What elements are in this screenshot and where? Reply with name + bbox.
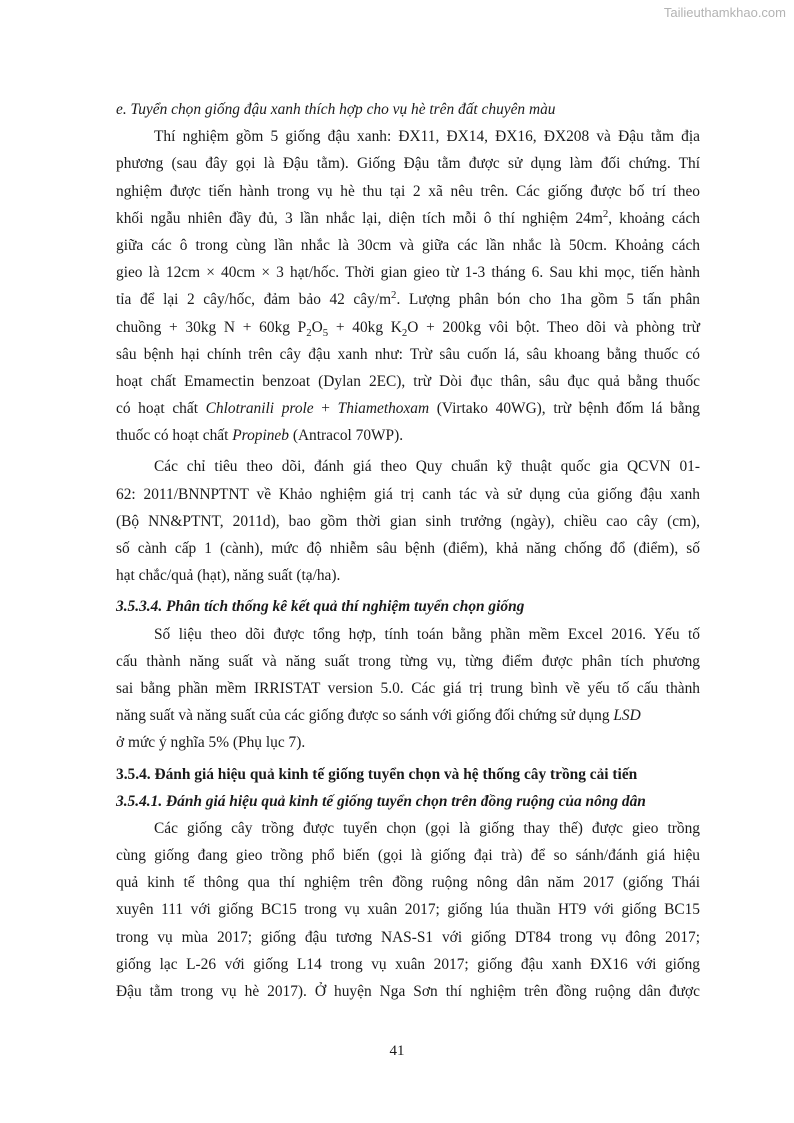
paragraph-line: số cành cấp 1 (cành), mức độ nhiễm sâu bệnh (điểm), khả năng chống đổ (điểm), số xyxy=(116,540,700,557)
paragraph-line: tỉa để lại 2 cây/hốc, đảm bảo 42 cây/$m^2$. Lượng phân bón cho 1ha gồm 5 tấn phân xyxy=(116,289,700,309)
page-number: 41 xyxy=(389,1043,405,1059)
paragraph-line: cùng giống đang gieo trồng phổ biến (gọi là giống đại trà) để so sánh/đánh giá hiệu xyxy=(116,847,700,865)
paragraph-line: sâu bệnh hại chính trên cây đậu xanh như: Trừ sâu cuốn lá, sâu khoang bằng thuốc có xyxy=(116,345,700,363)
paragraph-line: giữa các ô trong cùng lần nhắc là 30cm và giữa các lần nhắc là 50cm. Khoảng cách xyxy=(116,236,700,254)
paragraph-line: khối ngẫu nhiên đầy đủ, 3 lần nhắc lại, diện tích mỗi ô thí nghiệm $24m^2$, khoảng cách xyxy=(116,207,700,227)
paragraph-line: Đậu tằm trong vụ hè 2017). Ở huyện Nga Sơn thí nghiệm trên đồng ruộng dân được xyxy=(116,983,700,1000)
paragraph-line: xuyên 111 với giống BC15 trong vụ xuân 2017; giống lúa thuần HT9 với giống BC15 xyxy=(116,901,700,919)
document-body xyxy=(116,96,700,1005)
paragraph-line: Các chỉ tiêu theo dõi, đánh giá theo Quy chuẩn kỹ thuật quốc gia QCVN 01- xyxy=(154,458,700,476)
paragraph-line: (Bộ NN&PTNT, 2011d), bao gồm thời gian sinh trưởng (ngày), chiều cao cây (cm), xyxy=(116,512,700,530)
paragraph-line: giống lạc L-26 với giống L14 trong vụ xuân 2017; giống đậu xanh ĐX16 với giống xyxy=(116,955,700,973)
paragraph-line: quả kinh tế thông qua thí nghiệm trên đồng ruộng nông dân năm 2017 (giống Thái xyxy=(116,874,700,892)
paragraph-line: cấu thành năng suất và năng suất trong từng vụ, từng điểm được phân tích phương xyxy=(116,652,700,670)
paragraph-line: hoạt chất Emamectin benzoat (Dylan 2EC), trừ Dòi đục thân, sâu đục quả bằng thuốc xyxy=(116,372,700,390)
section-3534-heading: 3.5.3.4. Phân tích thống kê kết quả thí nghiệm tuyển chọn giống xyxy=(116,598,525,616)
paragraph-line: thuốc có hoạt chất Propineb (Antracol 70WP). xyxy=(116,427,404,445)
section-e-heading: e. Tuyển chọn giống đậu xanh thích hợp cho vụ hè trên đất chuyên màu xyxy=(116,101,556,118)
paragraph-line: năng suất và năng suất của các giống được so sánh với giống đối chứng sử dụng LSD xyxy=(116,707,641,725)
watermark-text: Tailieuthamkhao.com xyxy=(663,5,786,20)
paragraph-line: hạt chắc/quả (hạt), năng suất (tạ/ha). xyxy=(116,567,341,585)
paragraph-line: 62: 2011/BNNPTNT về Khảo nghiệm giá trị canh tác và sử dụng của giống đậu xanh xyxy=(116,485,700,503)
section-3541-heading: 3.5.4.1. Đánh giá hiệu quả kinh tế giống tuyển chọn trên đồng ruộng của nông dân xyxy=(116,792,646,810)
paragraph-line: gieo là 12cm × 40cm × 3 hạt/hốc. Thời gian gieo từ 1-3 tháng 6. Sau khi mọc, tiến hành xyxy=(116,264,700,282)
paragraph-line: phương (sau đây gọi là Đậu tằm). Giống Đậu tằm được sử dụng làm đối chứng. Thí xyxy=(116,155,700,173)
paragraph-line: Các giống cây trồng được tuyển chọn (gọi là giống thay thế) được gieo trồng xyxy=(154,819,700,837)
paragraph-line: trong vụ mùa 2017; giống đậu tương NAS-S1 với giống DT84 trong vụ đông 2017; xyxy=(116,928,700,946)
paragraph-line: có hoạt chất Chlotranili prole + Thiamethoxam (Virtako 40WG), trừ bệnh đốm lá bằng xyxy=(116,400,700,418)
paragraph-line: Số liệu theo dõi được tổng hợp, tính toán bằng phần mềm Excel 2016. Yếu tố xyxy=(154,625,700,643)
paragraph-line: nghiệm được tiến hành trong vụ hè thu tại 2 xã nêu trên. Các giống được bố trí theo xyxy=(116,182,700,200)
section-354-heading: 3.5.4. Đánh giá hiệu quả kinh tế giống tuyển chọn và hệ thống cây trồng cải tiến xyxy=(116,765,638,783)
paragraph-line: ở mức ý nghĩa 5% (Phụ lục 7). xyxy=(116,734,306,752)
paragraph-line: chuồng + 30kg N + 60kg $P_2O_5 + 40kg$ $K_2O + 200kg$ vôi bột. Theo dõi và phòng trừ xyxy=(116,318,701,339)
paragraph-line: Thí nghiệm gồm 5 giống đậu xanh: ĐX11, ĐX14, ĐX16, ĐX208 và Đậu tằm địa xyxy=(154,128,700,146)
paragraph-line: sai bằng phần mềm IRRISTAT version 5.0. Các giá trị trung bình về yếu tố cấu thành xyxy=(116,679,700,697)
